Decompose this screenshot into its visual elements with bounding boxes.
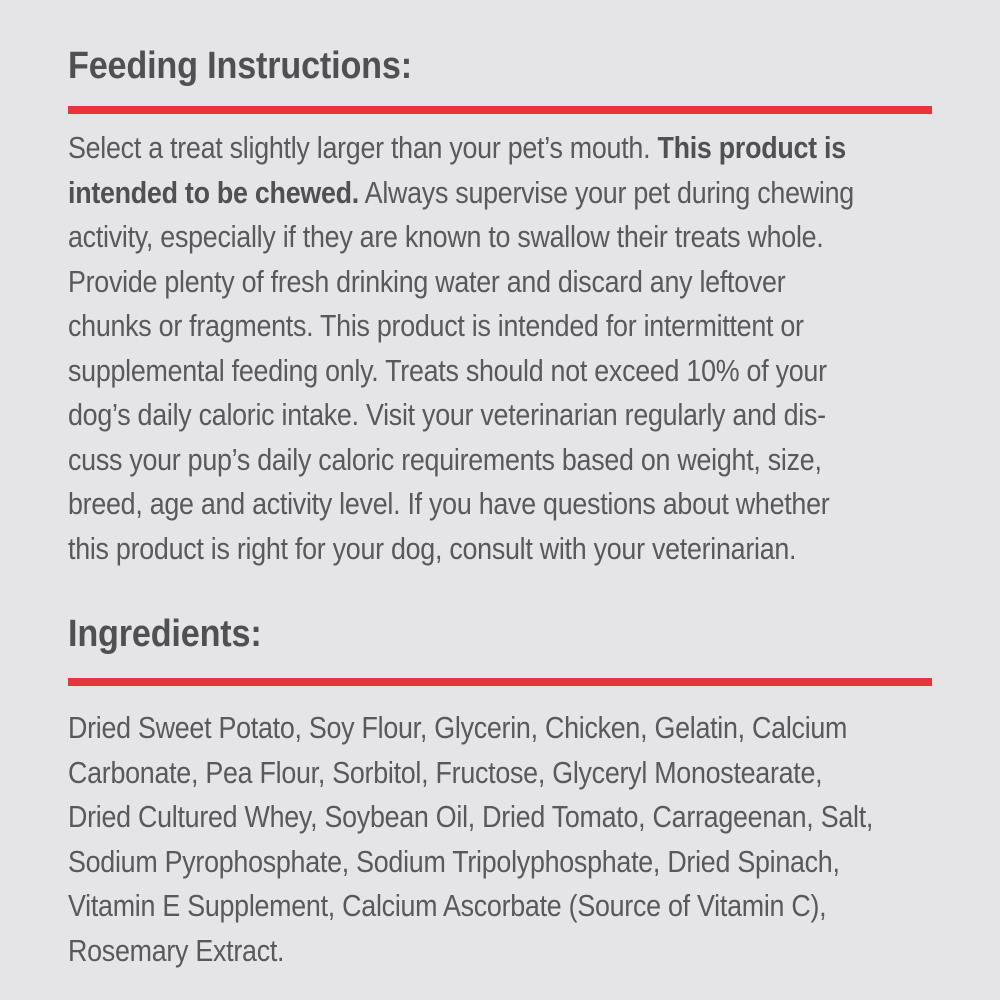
feeding-line: chunks or fragments. This product is intended for intermittent or	[68, 309, 804, 343]
feeding-line: breed, age and activity level. If you have questions about whether	[68, 487, 830, 521]
feeding-line: intended to be chewed. Always supervise your pet during chewing	[68, 175, 854, 210]
ingredients-heading: Ingredients:	[68, 613, 262, 655]
ingredients-line: Carbonate, Pea Flour, Sorbitol, Fructose, Glyceryl Monostearate,	[68, 755, 823, 790]
ingredients-line: Rosemary Extract.	[68, 933, 285, 968]
ingredients-line: Dried Cultured Whey, Soybean Oil, Dried Tomato, Carrageenan, Salt,	[68, 800, 874, 834]
feeding-line: supplemental feeding only. Treats should not exceed 10% of your	[68, 353, 827, 388]
ingredients-section	[68, 608, 932, 973]
ingredients-line: Dried Sweet Potato, Soy Flour, Glycerin, Chicken, Gelatin, Calcium	[68, 711, 848, 745]
feeding-line: cuss your pup’s daily caloric requirements based on weight, size,	[68, 442, 822, 477]
feeding-line: Provide plenty of fresh drinking water and discard any leftover	[68, 264, 786, 299]
feeding-divider	[68, 106, 932, 114]
feeding-line: dog’s daily caloric intake. Visit your veterinarian regularly and dis-	[68, 398, 826, 432]
ingredients-line: Sodium Pyrophosphate, Sodium Tripolyphosphate, Dried Spinach,	[68, 844, 840, 879]
feeding-line: Select a treat slightly larger than your pet’s mouth. This product is	[68, 131, 846, 165]
feeding-instructions-text	[68, 126, 932, 571]
feeding-line: activity, especially if they are known to swallow their treats whole.	[68, 220, 824, 254]
feeding-instructions-heading: Feeding Instructions:	[68, 45, 412, 87]
feeding-instructions-section	[68, 40, 932, 571]
feeding-line: this product is right for your dog, consult with your veterinarian.	[68, 531, 797, 566]
ingredients-divider	[68, 678, 932, 686]
ingredients-text	[68, 706, 932, 973]
ingredients-line: Vitamin E Supplement, Calcium Ascorbate (Source of Vitamin C),	[68, 889, 827, 923]
